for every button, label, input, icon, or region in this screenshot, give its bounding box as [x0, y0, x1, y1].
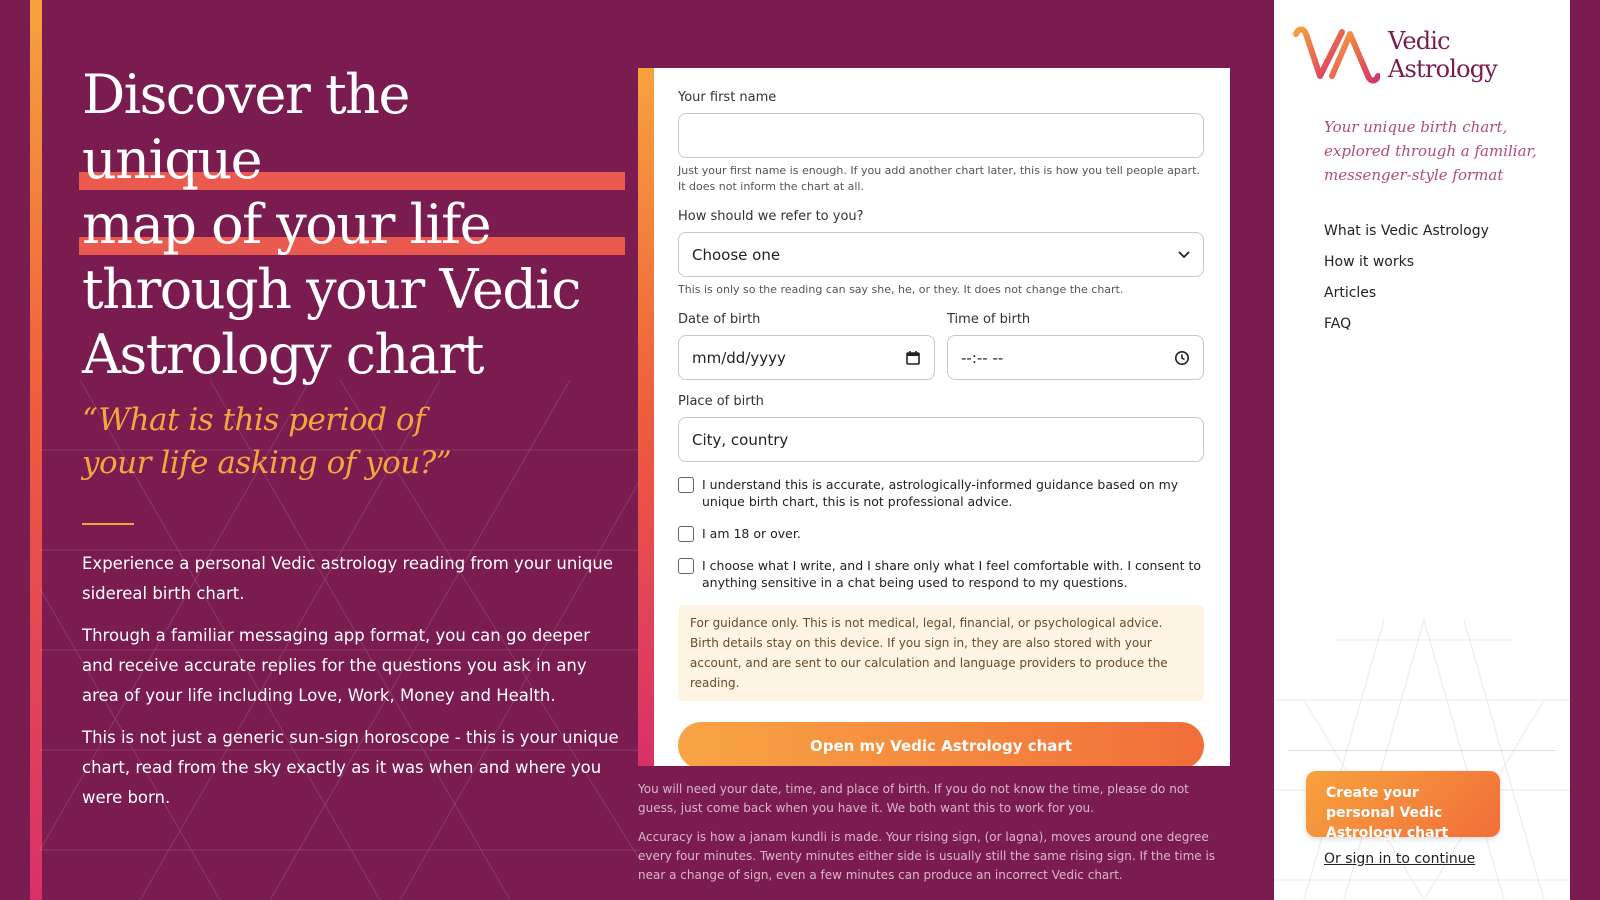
hero-title-line-4: through your Vedic [82, 258, 580, 321]
hero-paragraph-1: Experience a personal Vedic astrology reading from your unique sidereal birth chart. [82, 554, 613, 603]
nav-item-what-is-vedic-astrology[interactable]: What is Vedic Astrology [1324, 223, 1489, 239]
sidebar-divider [1288, 750, 1556, 751]
left-accent-stripe [30, 0, 42, 900]
below-form-notes [638, 780, 1228, 885]
first-name-input[interactable] [678, 113, 1204, 158]
age-consent-row [678, 525, 1204, 542]
place-of-birth-input[interactable]: City, country [678, 417, 1204, 462]
pronoun-label: How should we refer to you? [678, 209, 864, 224]
sign-in-link[interactable]: Or sign in to continue [1324, 851, 1476, 867]
data-consent-checkbox[interactable] [678, 558, 694, 574]
hero-paragraph-3: This is not just a generic sun-sign horoscope - this is your unique chart, read from the sky exactly as it was when and where you were born. [82, 728, 619, 807]
pronoun-help: This is only so the reading can say she, he, or they. It does not change the chart. [678, 283, 1124, 296]
brand-logo[interactable] [1292, 24, 1497, 86]
hero-title-line-1: Discover the [82, 63, 409, 126]
hero-paragraph-2: Through a familiar messaging app format, you can go deeper and receive accurate replies for the questions you ask in any area of your life including Love, Work, Money and Health. [82, 626, 590, 705]
nav-item-faq[interactable]: FAQ [1324, 316, 1352, 332]
guidance-notice: For guidance only. This is not medical, legal, financial, or psychological advice. Birth details stay on this device. If you sign in, they are also stored with your account, and are sent to our calculation and language providers to produce the reading. [678, 605, 1204, 701]
sidebar-nav [1324, 222, 1489, 346]
pronoun-select[interactable] [678, 232, 1204, 277]
birth-details-form-card [638, 68, 1230, 766]
sidebar [1274, 0, 1570, 900]
hero-title-highlight-1: unique [82, 127, 622, 192]
age-consent-checkbox[interactable] [678, 526, 694, 542]
dob-placeholder: mm/dd/yyyy [692, 348, 786, 367]
dob-group [678, 312, 935, 380]
brand-name-line-1: Vedic [1388, 27, 1450, 55]
dob-input[interactable] [678, 335, 935, 380]
right-gutter [1570, 0, 1600, 900]
advice-consent-row [678, 476, 1204, 510]
birth-details-form [678, 90, 1204, 766]
calendar-icon[interactable] [905, 350, 921, 366]
va-monogram-icon [1292, 24, 1380, 86]
advice-consent-checkbox[interactable] [678, 477, 694, 493]
tob-label: Time of birth [947, 312, 1031, 327]
advice-consent-text: I understand this is accurate, astrologically-informed guidance based on my unique birth chart, this is not professional advice. [702, 477, 1179, 509]
hero-quote-line-2: your life asking of you?” [82, 445, 452, 481]
hero-divider [82, 523, 134, 525]
clock-icon[interactable] [1174, 350, 1190, 366]
data-consent-text: I choose what I write, and I share only what I feel comfortable with. I consent to anything sensitive in a chat being used to respond to my questions. [702, 558, 1202, 590]
age-consent-text: I am 18 or over. [702, 526, 801, 541]
nav-item-articles[interactable]: Articles [1324, 285, 1377, 301]
tob-group [947, 312, 1204, 380]
data-consent-row [678, 557, 1204, 591]
birth-date-time-row [678, 312, 1204, 380]
birth-time-note: You will need your date, time, and place of birth. If you do not know the time, please do not guess, just come back when you have it. We both want this to work for you. [638, 782, 1189, 815]
hero-title [82, 62, 622, 387]
hero-quote [82, 399, 622, 485]
dob-label: Date of birth [678, 312, 761, 327]
brand-name [1388, 27, 1497, 83]
hero-title-line-5: Astrology chart [82, 323, 483, 386]
hero-title-highlight-2: map of your life [82, 192, 622, 257]
create-chart-button[interactable]: Create your personal Vedic Astrology chart [1306, 771, 1500, 837]
nav-item-how-it-works[interactable]: How it works [1324, 254, 1414, 270]
first-name-help: Just your first name is enough. If you add another chart later, this is how you tell people apart. It does not inform the chart at all. [678, 164, 1200, 193]
pronoun-select-value: Choose one [692, 245, 781, 264]
chevron-down-icon [1178, 251, 1190, 259]
open-chart-button[interactable]: Open my Vedic Astrology chart [678, 722, 1204, 766]
hero-section [82, 62, 622, 825]
first-name-label: Your first name [678, 90, 777, 105]
sidebar-tagline: Your unique birth chart, explored through a familiar, messenger-style format [1324, 118, 1537, 184]
accuracy-note: Accuracy is how a janam kundli is made. Your rising sign, (or lagna), moves around one degree every four minutes. Twenty minutes either side is usually still the same rising sign. If the time is near a change of sign, even a few minutes can produce an incorrect Vedic chart. [638, 830, 1216, 882]
tob-input[interactable] [947, 335, 1204, 380]
tob-placeholder: --:-- -- [961, 348, 1004, 367]
brand-name-line-2: Astrology [1388, 55, 1498, 83]
form-card-accent-bar [638, 68, 654, 766]
hero-quote-line-1: “What is this period of [82, 402, 426, 438]
place-label: Place of birth [678, 394, 764, 409]
